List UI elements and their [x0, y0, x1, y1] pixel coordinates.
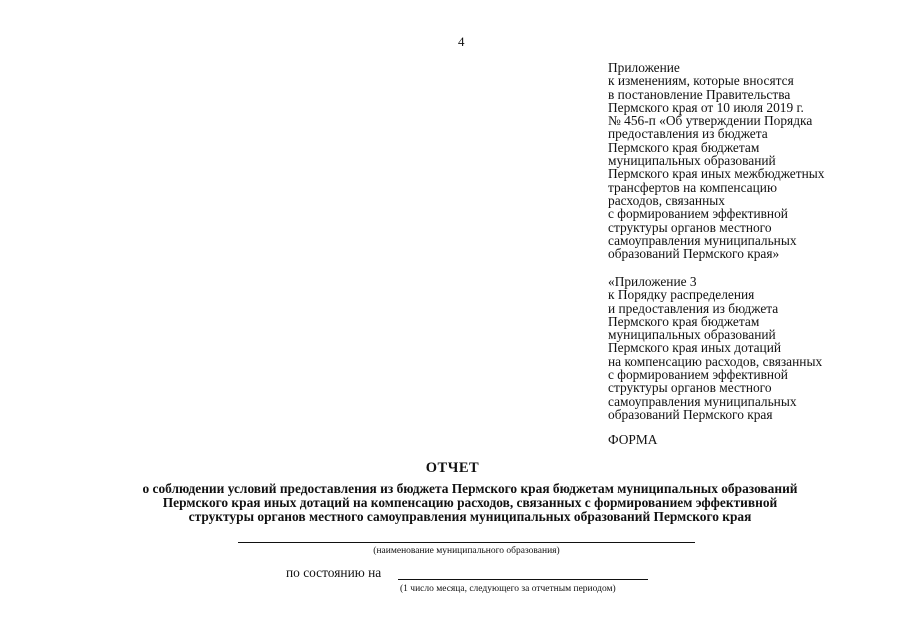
- report-subtitle: [60, 482, 880, 524]
- appendix-line: Пермского края иных межбюджетных: [608, 166, 825, 182]
- appendix-annotation: [608, 61, 824, 260]
- appendix-line: Пермского края иных дотаций: [608, 340, 782, 356]
- appendix-line: муниципальных образований: [608, 327, 776, 343]
- appendix-3-annotation: [608, 275, 822, 421]
- appendix-line: предоставления из бюджета: [608, 126, 768, 142]
- report-title: ОТЧЕТ: [425, 460, 480, 476]
- appendix-line: Пермского края от 10 июля 2019 г.: [608, 99, 804, 115]
- appendix-line: образований Пермского края»: [608, 246, 780, 262]
- appendix-line: расходов, связанных: [608, 192, 725, 208]
- appendix-line: в постановление Правительства: [608, 86, 791, 102]
- as-of-label: по состоянию на: [286, 565, 382, 580]
- appendix-line: и предоставления из бюджета: [608, 300, 779, 316]
- appendix-line: структуры органов местного: [608, 219, 772, 235]
- appendix-line: с формированием эффективной: [608, 367, 788, 383]
- appendix-line: самоуправления муниципальных: [608, 232, 797, 248]
- page-number: 4: [458, 34, 465, 49]
- date-caption: (1 число месяца, следующего за отчетным периодом): [400, 584, 616, 594]
- appendix-line: к изменениям, которые вносятся: [608, 73, 794, 89]
- form-label: ФОРМА: [608, 432, 658, 447]
- report-subtitle-line: о соблюдении условий предоставления из бюджета Пермского края бюджетам муниципальных образований: [142, 481, 798, 496]
- municipality-caption: (наименование муниципального образования): [373, 546, 560, 556]
- appendix-line: на компенсацию расходов, связанных: [608, 353, 823, 369]
- appendix-line: трансфертов на компенсацию: [608, 179, 777, 195]
- municipality-name-field[interactable]: [238, 542, 695, 543]
- appendix-line: самоуправления муниципальных: [608, 393, 797, 409]
- appendix-line: структуры органов местного: [608, 380, 772, 396]
- appendix-line: к Порядку распределения: [608, 287, 755, 303]
- appendix-line: образований Пермского края: [608, 406, 773, 422]
- report-subtitle-line: структуры органов местного самоуправления муниципальных образований Пермского края: [188, 509, 752, 524]
- appendix-line: № 456-п «Об утверждении Порядка: [608, 113, 813, 129]
- appendix-line: муниципальных образований: [608, 153, 776, 169]
- appendix-line: Приложение: [608, 60, 680, 75]
- report-subtitle-line: Пермского края иных дотаций на компенсацию расходов, связанных с формированием эффективной: [162, 495, 778, 510]
- appendix-line: Пермского края бюджетам: [608, 313, 760, 329]
- appendix-line: Пермского края бюджетам: [608, 139, 760, 155]
- appendix-line: «Приложение 3: [608, 274, 697, 289]
- appendix-line: с формированием эффективной: [608, 206, 788, 222]
- report-date-field[interactable]: [398, 579, 648, 580]
